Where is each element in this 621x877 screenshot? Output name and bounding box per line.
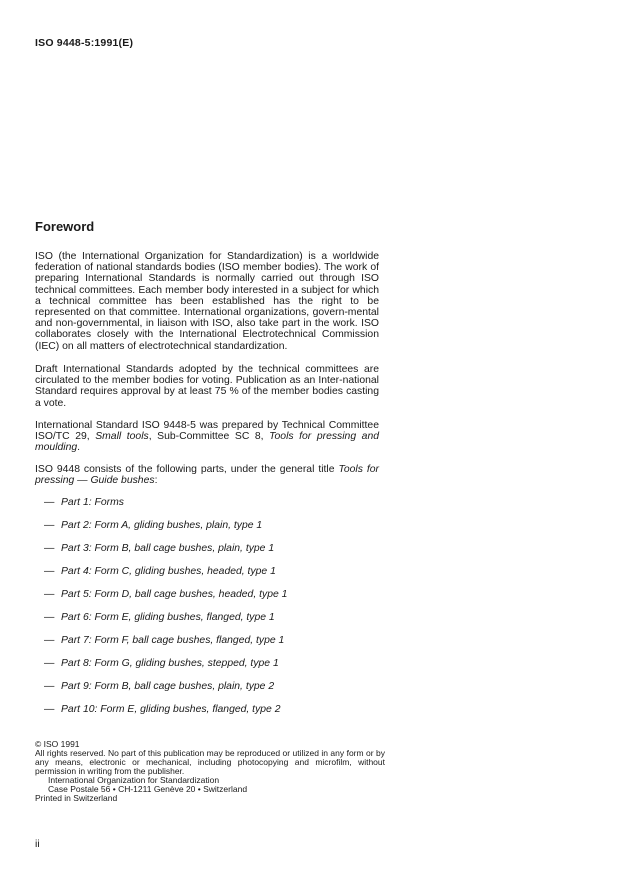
part-title: Part 10: Form E, gliding bushes, flanged, type 2 xyxy=(61,704,281,715)
list-dash: — xyxy=(44,566,55,577)
list-item xyxy=(44,520,287,543)
copyright-block xyxy=(35,740,385,803)
list-dash: — xyxy=(44,589,55,600)
list-item xyxy=(44,566,287,589)
list-dash: — xyxy=(44,520,55,531)
parts-list xyxy=(44,497,287,727)
list-item xyxy=(44,543,287,566)
list-dash: — xyxy=(44,704,55,715)
p3-text-a: International Standard ISO 9448-5 was prepared by Technical Committee ISO/TC 29, xyxy=(35,420,379,443)
foreword-paragraph-2: Draft International Standards adopted by the technical committees are circulated to the member bodies for voting. Publication as an Inter-national Standard requires approval by at least 75 % of the member bodies casting a vote. xyxy=(35,364,379,409)
part-title: Part 5: Form D, ball cage bushes, headed, type 1 xyxy=(61,589,288,600)
part-title: Part 2: Form A, gliding bushes, plain, type 1 xyxy=(61,520,263,531)
list-dash: — xyxy=(44,681,55,692)
p4-text-a: ISO 9448 consists of the following parts, under the general title xyxy=(35,464,339,475)
list-dash: — xyxy=(44,658,55,669)
list-item xyxy=(44,681,287,704)
p3-subcommittee-title: Tools for pressing and moulding xyxy=(35,431,379,454)
list-item xyxy=(44,658,287,681)
list-dash: — xyxy=(44,543,55,554)
part-title: Part 8: Form G, gliding bushes, stepped, type 1 xyxy=(61,658,279,669)
part-title: Part 1: Forms xyxy=(61,497,124,508)
document-id: ISO 9448-5:1991(E) xyxy=(35,37,134,49)
p3-text-c: , Sub-Committee SC 8, xyxy=(148,431,270,443)
page-number: ii xyxy=(35,838,40,850)
section-title: Foreword xyxy=(35,219,95,234)
part-title: Part 4: Form C, gliding bushes, headed, type 1 xyxy=(61,566,276,577)
p4-general-title: Tools for pressing — Guide bushes xyxy=(35,464,380,487)
p4-text-c: : xyxy=(154,475,158,487)
rights-statement: All rights reserved. No part of this publication may be reproduced or utilized in any form or by any means, electronic or mechanical, including photocopying and microfilm, without permission in writing from the publisher. xyxy=(35,748,385,776)
list-item xyxy=(44,612,287,635)
part-title: Part 3: Form B, ball cage bushes, plain, type 1 xyxy=(61,543,275,554)
copyright-notice: © ISO 1991 xyxy=(35,739,80,749)
list-dash: — xyxy=(44,612,55,623)
list-dash: — xyxy=(44,497,55,508)
organization-name: International Organization for Standardization xyxy=(48,775,220,785)
list-dash: — xyxy=(44,635,55,646)
part-title: Part 7: Form F, ball cage bushes, flanged, type 1 xyxy=(61,635,285,646)
part-title: Part 9: Form B, ball cage bushes, plain, type 2 xyxy=(61,681,275,692)
foreword-paragraph-3 xyxy=(35,420,379,454)
p3-committee-title: Small tools xyxy=(95,431,149,443)
printed-in: Printed in Switzerland xyxy=(35,793,118,803)
organization-address: Case Postale 56 • CH-1211 Genève 20 • Switzerland xyxy=(48,784,248,794)
list-item xyxy=(44,635,287,658)
p3-text-e: . xyxy=(77,442,81,454)
list-item xyxy=(44,704,287,727)
part-title: Part 6: Form E, gliding bushes, flanged, type 1 xyxy=(61,612,275,623)
list-item xyxy=(44,589,287,612)
foreword-paragraph-4 xyxy=(35,464,379,486)
foreword-paragraph-1: ISO (the International Organization for Standardization) is a worldwide federation of national standards bodies (ISO member bodies). The work of preparing International Standards is normally carried out through ISO technical committees. Each member body interested in a subject for which a technical committee has been established has the right to be represented on that committee. International organizations, govern-mental and non-governmental, in liaison with ISO, also take part in the work. ISO collaborates closely with the International Electrotechnical Commission (IEC) on all matters of electrotechnical standardization. xyxy=(35,251,379,352)
list-item xyxy=(44,497,287,520)
